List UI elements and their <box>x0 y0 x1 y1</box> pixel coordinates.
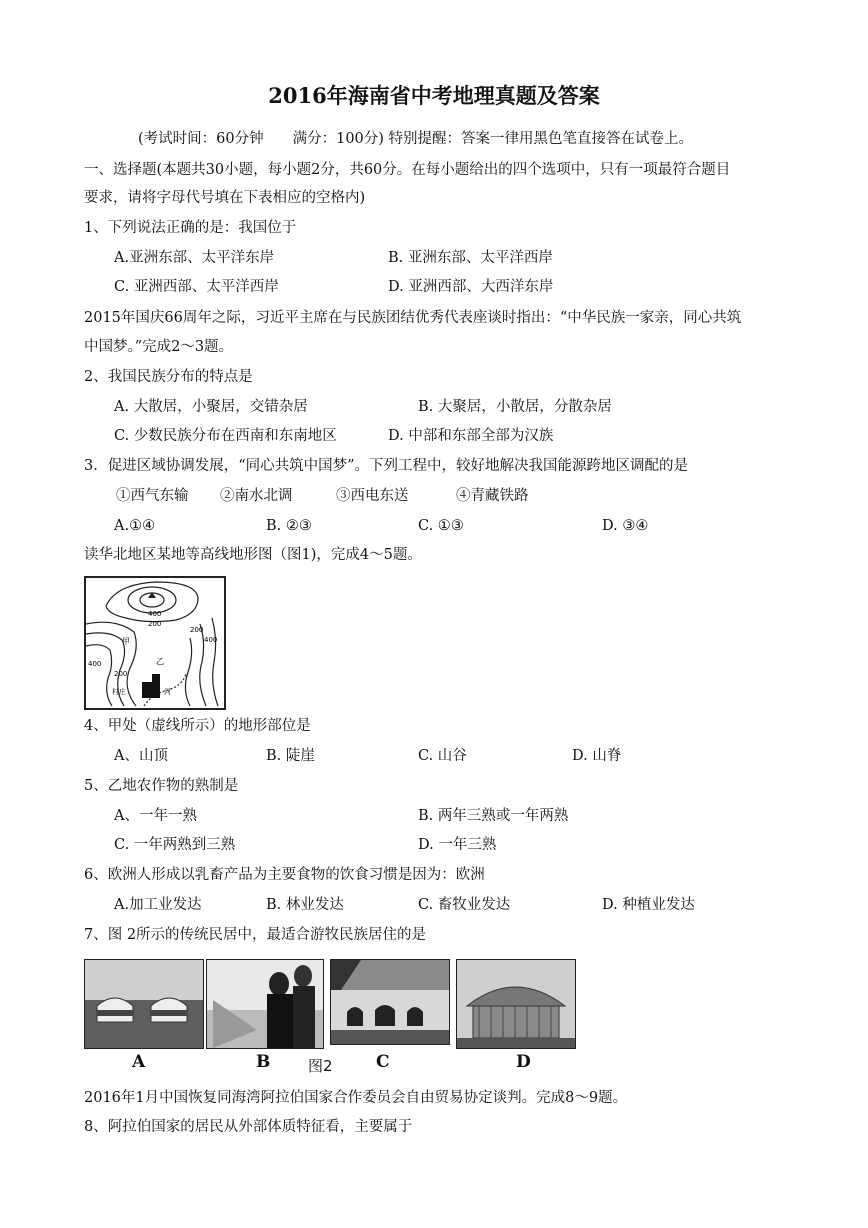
photo-d-image <box>457 960 575 1048</box>
page-title: 2016年海南省中考地理真题及答案 <box>268 83 600 108</box>
q6-option-a: A.加工业发达 <box>114 897 202 913</box>
village-block <box>152 674 160 698</box>
contour-label: 400 <box>148 610 162 618</box>
q2-option-c: C. 少数民族分布在西南和东南地区 <box>114 428 337 444</box>
passage3: 2016年1月中国恢复同海湾阿拉伯国家合作委员会自由贸易协定谈判。完成8～9题。 <box>84 1090 628 1106</box>
exam-info: (考试时间：60分钟 满分：100分) 特别提醒：答案一律用黑色笔直接答在试卷上。 <box>138 131 694 147</box>
q8-stem: 8、阿拉伯国家的居民从外部体质特征看，主要属于 <box>84 1119 413 1135</box>
section-instructions-line2: 要求，请将字母代号填在下表相应的空格内) <box>84 190 366 206</box>
contour-map-svg <box>86 578 224 708</box>
q5-option-c: C. 一年两熟到三熟 <box>114 837 236 853</box>
photo-a-image <box>85 960 203 1048</box>
q2-option-b: B. 大聚居，小散居，分散杂居 <box>418 399 612 415</box>
q6-option-c: C. 畜牧业发达 <box>418 897 511 913</box>
photo-b-image <box>207 960 323 1048</box>
photo-c-label: C <box>376 1052 390 1072</box>
q3-item-4: ④青藏铁路 <box>456 488 529 504</box>
village-block <box>142 682 152 698</box>
section-instructions-line1: 一、选择题(本题共30小题，每小题2分，共60分。在每小题给出的四个选项中，只有一项最符合题目 <box>84 162 731 178</box>
photo-a-label: A <box>132 1052 146 1072</box>
q2-option-d: D. 中部和东部全部为汉族 <box>388 428 554 444</box>
contour-line <box>86 645 112 706</box>
yi-label: 乙 <box>156 657 164 666</box>
q3-option-b: B. ②③ <box>266 518 312 534</box>
q6-option-d: D. 种植业发达 <box>602 897 695 913</box>
q2-stem: 2、我国民族分布的特点是 <box>84 369 253 385</box>
q3-option-a: A.①④ <box>114 518 156 534</box>
q1-option-c: C. 亚洲西部、太平洋西岸 <box>114 279 279 295</box>
passage1-line1: 2015年国庆66周年之际，习近平主席在与民族团结优秀代表座谈时指出：“中华民族一家亲，同心共筑 <box>84 310 742 326</box>
contour-label: 200 <box>148 620 162 628</box>
q4-option-b: B. 陡崖 <box>266 748 315 764</box>
q5-option-b: B. 两年三熟或一年两熟 <box>418 808 569 824</box>
q3-stem: 3．促进区域协调发展，“同心共筑中国梦”。下列工程中，较好地解决我国能源跨地区调配的是 <box>84 458 689 474</box>
q3-item-3: ③西电东送 <box>336 488 409 504</box>
q4-stem: 4、甲处（虚线所示）的地形部位是 <box>84 718 311 734</box>
jia-label: 甲 <box>122 637 130 646</box>
photo-a-yurts <box>84 959 204 1049</box>
q2-option-a: A. 大散居，小聚居，交错杂居 <box>114 399 308 415</box>
q7-stem: 7、图 2所示的传统民居中，最适合游牧民族居住的是 <box>84 927 427 943</box>
photo-d-label: D <box>516 1052 531 1072</box>
village-label: 村庄 <box>112 688 126 696</box>
q4-option-a: A、山顶 <box>114 748 168 764</box>
q1-option-d: D. 亚洲西部、大西洋东岸 <box>388 279 554 295</box>
photo-b-people <box>206 959 324 1049</box>
contour-label: 200 <box>114 670 128 678</box>
q3-item-1: ①西气东输 <box>116 488 189 504</box>
q4-option-d: D. 山脊 <box>572 748 622 764</box>
q5-option-d: D. 一年三熟 <box>418 837 497 853</box>
q1-option-b: B. 亚洲东部、太平洋西岸 <box>388 250 553 266</box>
q3-option-d: D. ③④ <box>602 518 649 534</box>
contour-line <box>212 618 218 706</box>
photo-d-round-house <box>456 959 576 1049</box>
contour-label: 200 <box>190 626 204 634</box>
contour-label: 400 <box>88 660 102 668</box>
photo-c-image <box>331 960 449 1044</box>
q6-option-b: B. 林业发达 <box>266 897 344 913</box>
q5-option-a: A、一年一熟 <box>114 808 197 824</box>
photo-c-cave-dwelling <box>330 959 450 1045</box>
q6-stem: 6、欧洲人形成以乳畜产品为主要食物的饮食习惯是因为：欧洲 <box>84 867 485 883</box>
figure-2-caption: 图2 <box>308 1057 333 1075</box>
contour-map <box>84 576 226 710</box>
q1-option-a: A.亚洲东部、太平洋东岸 <box>114 250 275 266</box>
q4-option-c: C. 山谷 <box>418 748 467 764</box>
q3-item-2: ②南水北调 <box>220 488 293 504</box>
q5-stem: 5、乙地农作物的熟制是 <box>84 778 239 794</box>
passage1-line2: 中国梦。”完成2～3题。 <box>84 339 234 355</box>
q3-option-c: C. ①③ <box>418 518 464 534</box>
q1-stem: 1、下列说法正确的是：我国位于 <box>84 220 297 236</box>
river-label: 河 <box>164 688 171 696</box>
passage2: 读华北地区某地等高线地形图（图1)，完成4～5题。 <box>84 547 422 563</box>
photo-b-label: B <box>256 1052 271 1072</box>
contour-label: 400 <box>204 636 218 644</box>
contour-line <box>185 638 191 706</box>
